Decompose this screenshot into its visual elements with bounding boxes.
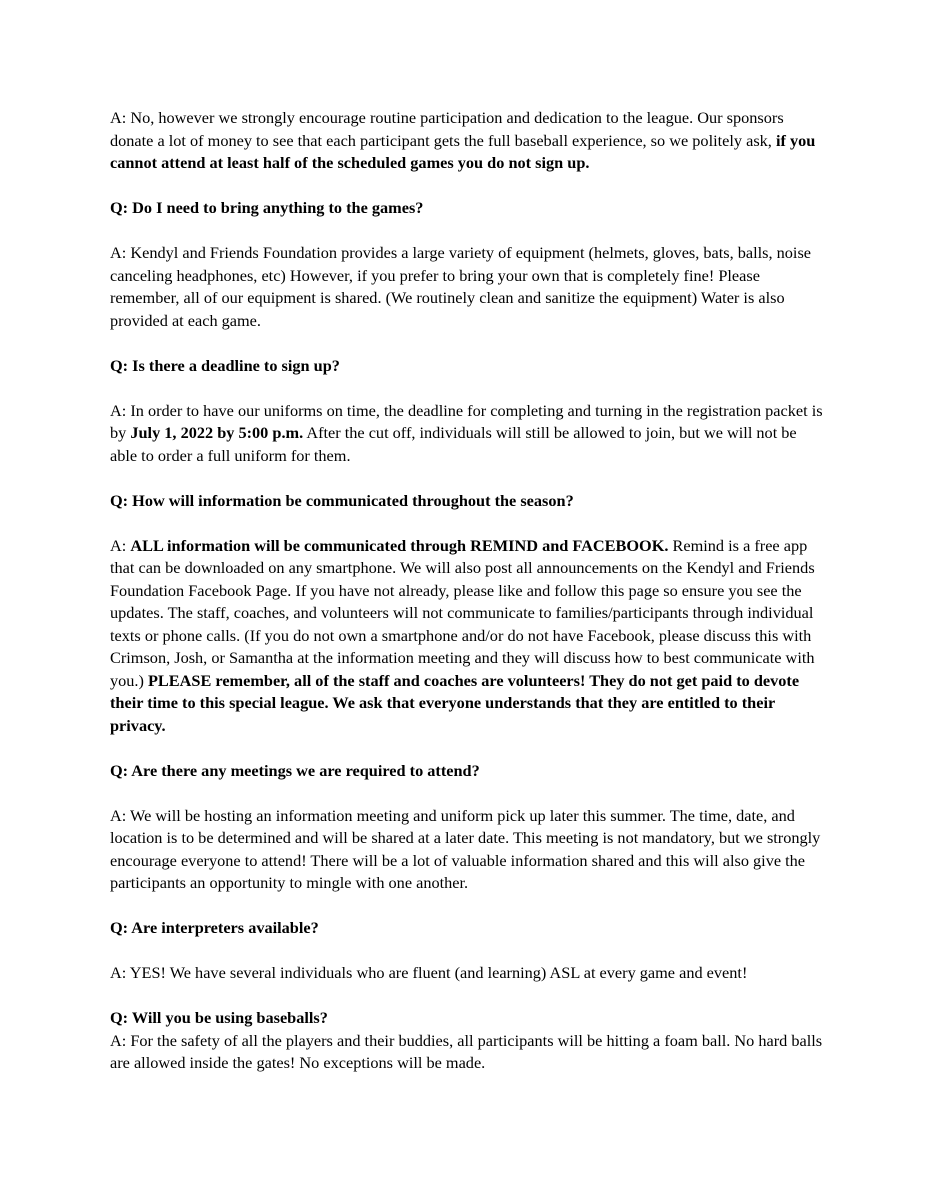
answer-text: A: [110,535,131,555]
answer-text: A: No, however we strongly encourage routine participation and dedication to the league. Our sponsors donate a lot of money to see that each participant gets the full baseball experience, so we politely ask, [110,108,784,150]
answer-baseballs [110,1030,827,1075]
answer-text: Remind is a free app that can be downloaded on any smartphone. We will also post all announcements on the Kendyl and Friends Foundation Facebook Page. If you have not already, please like and follow this page so ensure you see the updates. The staff, coaches, and volunteers will not communicate to families/participants through individual texts or phone calls. (If you do not own a smartphone and/or do not have Facebook, please discuss this with Crimson, Josh, or Samantha at the information meeting and they will discuss how to best communicate with you.) [110,535,815,690]
answer-emphasis: if you cannot attend at least half of the scheduled games you do not sign up. [110,130,816,172]
answer-emphasis: ALL information will be communicated through REMIND and FACEBOOK. [130,535,669,555]
answer-interpreters [110,962,827,985]
question-baseballs: Q: Will you be using baseballs? [110,1008,328,1027]
answer-text: A: In order to have our uniforms on time, the deadline for completing and turning in the registration packet is by [110,400,823,442]
question-deadline: Q: Is there a deadline to sign up? [110,355,340,375]
answer-text: A: We will be hosting an information meeting and uniform pick up later this summer. The time, date, and location is to be determined and will be shared at a later date. This meeting is not mandatory, but we strongly encourage everyone to attend! There will be a lot of valuable information shared and this will also give the participants an opportunity to mingle with one another. [110,805,821,892]
question-interpreters: Q: Are interpreters available? [110,918,319,937]
answer-text: A: Kendyl and Friends Foundation provides a large variety of equipment (helmets, gloves, bats, balls, noise canceling headphones, etc) However, if you prefer to bring your own that is completely fine! Please remember, all of our equipment is shared. (We routinely clean and sanitize the equipment) Water is also provided at each game. [110,243,812,330]
answer-emphasis: PLEASE remember, all of the staff and coaches are volunteers! They do not get paid to devote their time to this special league. We ask that everyone understands that they are entitled to their privacy. [110,670,800,735]
answer-communication [110,535,827,738]
answer-bring [110,242,827,332]
answer-text: After the cut off, individuals will still be allowed to join, but we will not be able to order a full uniform for them. [110,423,797,465]
question-meetings: Q: Are there any meetings we are required to attend? [110,760,480,780]
answer-text: A: For the safety of all the players and their buddies, all participants will be hitting a foam ball. No hard balls are allowed inside the gates! No exceptions will be made. [110,1030,823,1072]
answer-attendance [110,107,827,175]
answer-meetings [110,805,827,895]
answer-deadline [110,400,827,468]
question-communication: Q: How will information be communicated throughout the season? [110,490,574,510]
question-bring: Q: Do I need to bring anything to the games? [110,198,424,217]
answer-text: A: YES! We have several individuals who are fluent (and learning) ASL at every game and event! [110,963,748,982]
deadline-date: July 1, 2022 by 5:00 p.m. [130,423,304,442]
